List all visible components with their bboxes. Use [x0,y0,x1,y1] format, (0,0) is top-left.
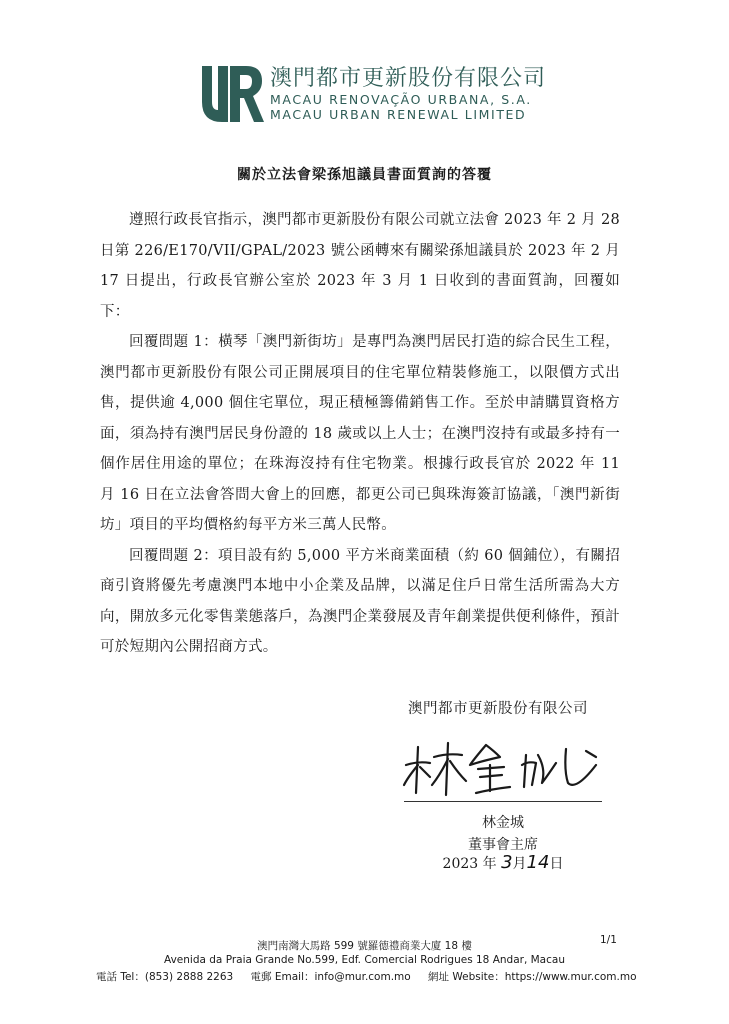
document-title: 關於立法會梁孫旭議員書面質詢的答覆 [237,167,492,183]
footer-address-cn: 澳門南灣大馬路 599 號羅德禮商業大廈 18 樓 [257,940,472,952]
footer-website[interactable]: 網址 Website：https://www.mur.com.mo [428,971,637,983]
paragraph-intro: 遵照行政長官指示，澳門都市更新股份有限公司就立法會 2023 年 2 月 28 日第 226/E170/VII/GPAL/2023 號公函轉來有關梁孫旭議員於 2023 年 2 月 17 日提出，行政長官辦公室於 2023 年 3 月 1 日收到的書面質詢，回覆如下： [100,212,620,320]
date-month-handwritten: 3 [501,852,513,873]
logo-company-cn: 澳門都市更新股份有限公司 [270,66,547,91]
logo-company-pt: MACAU RENOVAÇÃO URBANA, S.A. [270,92,532,107]
date-year: 2023 年 [442,856,497,872]
document-body [100,205,620,663]
logo-company-en: MACAU URBAN RENEWAL LIMITED [270,107,527,122]
date-day-label: 日 [549,856,564,872]
signature-line [404,801,602,802]
footer-contacts [96,969,656,984]
signer-name: 林金城 [482,815,524,831]
handwritten-signature [400,735,605,799]
page-number: 1/1 [600,934,617,946]
logo-text [270,66,546,122]
footer-email[interactable]: 電郵 Email：info@mur.com.mo [250,971,411,983]
date-day-handwritten: 14 [526,852,550,873]
paragraph-answer-2: 回覆問題 2：項目設有約 5,000 平方米商業面積（約 60 個鋪位），有關招商引資將優先考慮澳門本地中小企業及品牌，以滿足住戶日常生活所需為大方向，開放多元化零售業態落戶，為澳門企業發展及青年創業提供便利條件，預計可於短期內公開招商方式。 [100,547,620,655]
signing-date [404,852,602,873]
footer-tel: 電話 Tel：(853) 2888 2263 [96,971,234,983]
ur-logo-icon [198,64,264,124]
paragraph-answer-1: 回覆問題 1：橫琴「澳門新街坊」是專門為澳門居民打造的綜合民生工程，澳門都市更新股份有限公司正開展項目的住宅單位精裝修施工，以限價方式出售，提供逾 4,000 個住宅單位，現正積極籌備銷售工作。至於申請購買資格方面，須為持有澳門居民身份證的 18 歲或以上人士；在澳門沒持有或最多持有一個作居住用途的單位；在珠海沒持有住宅物業。根據行政長官於 2022 年 11 月 16 日在立法會答問大會上的回應，都更公司已與珠海簽訂協議，「澳門新街坊」項目的平均價格約每平方米三萬人民幣。 [100,334,620,533]
signing-company: 澳門都市更新股份有限公司 [408,701,588,717]
signer-position: 董事會主席 [468,837,538,853]
company-logo [198,64,578,124]
date-month-label: 月 [512,856,527,872]
footer-address-pt: Avenida da Praia Grande No.599, Edf. Comercial Rodrigues 18 Andar, Macau [164,954,565,966]
